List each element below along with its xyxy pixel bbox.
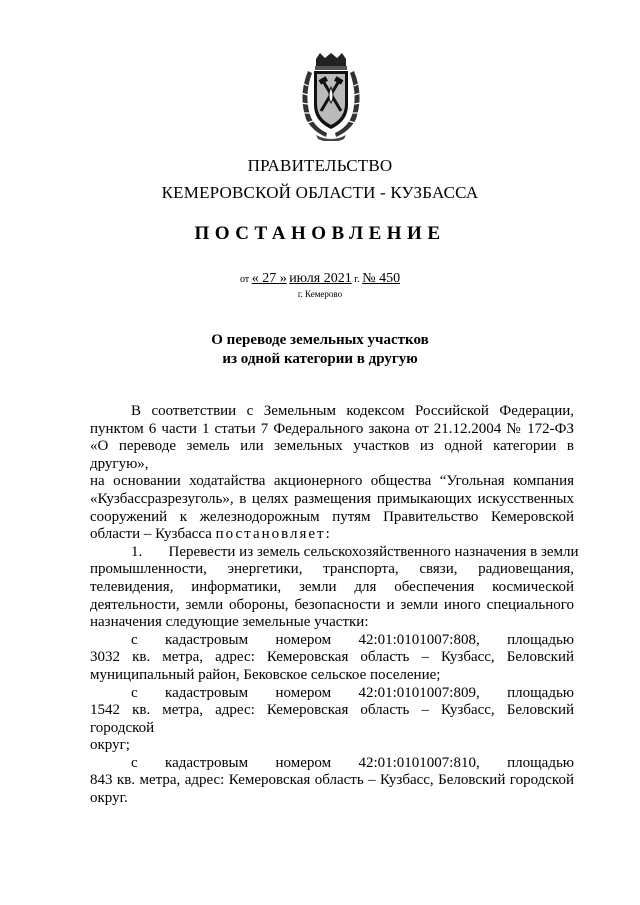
body-line: назначения следующие земельные участки: <box>90 614 369 631</box>
subject-line2: из одной категории в другую <box>222 351 418 367</box>
body-line: 1542 кв. метра, адрес: Кемеровская область – Кузбасс, Беловский городской <box>90 702 574 736</box>
date-month-year: июля 2021 <box>289 271 352 286</box>
body-line: округ. <box>90 790 128 807</box>
body-line: области – Кузбасса постановляет: <box>90 526 332 543</box>
body-line: телевидения, информатики, земли для обеспечения космической <box>90 578 574 595</box>
body-line: 3032 кв. метра, адрес: Кемеровская область – Кузбасс, Беловский <box>90 649 574 666</box>
coat-of-arms-icon <box>296 53 366 141</box>
document-body <box>90 403 579 808</box>
body-line: муниципальный район, Бековское сельское поселение; <box>90 666 441 683</box>
body-line: «О переводе земель или земельных участков из одной категории в другую», <box>90 438 574 472</box>
date-year-suffix: г. <box>354 274 360 285</box>
body-line: с кадастровым номером 42:01:0101007:809, площадью <box>131 684 574 701</box>
date-prefix: от <box>239 274 250 285</box>
subject-line1: О переводе земельных участков <box>211 332 429 348</box>
body-line: с кадастровым номером 42:01:0101007:808, площадью <box>131 631 574 648</box>
document-city: г. Кемерово <box>297 289 343 299</box>
org-title-line1: ПРАВИТЕЛЬСТВО <box>247 156 393 175</box>
document-number: № 450 <box>362 271 401 286</box>
document-type-title: ПОСТАНОВЛЕНИЕ <box>194 223 446 244</box>
body-line: В соответствии с Земельным кодексом Российской Федерации, <box>131 403 574 419</box>
body-line: на основании ходатайства акционерного общества “Угольная компания <box>90 473 574 490</box>
body-line: 1. Перевести из земель сельскохозяйственного назначения в земли <box>131 543 579 560</box>
document-date-line <box>0 271 640 287</box>
document-subject <box>0 331 640 369</box>
org-title-line2: КЕМЕРОВСКОЙ ОБЛАСТИ - КУЗБАССА <box>161 183 479 202</box>
body-line: пунктом 6 части 1 статьи 7 Федерального закона от 21.12.2004 № 172-ФЗ <box>90 420 574 437</box>
body-line: округ; <box>90 737 130 754</box>
body-line: промышленности, энергетики, транспорта, связи, радиовещания, <box>90 561 574 578</box>
body-line: деятельности, земли обороны, безопасности и земли иного специального <box>90 596 574 613</box>
body-line: «Кузбассразрезуголь», в целях размещения примыкающих искусственных <box>90 490 574 507</box>
resolution-word: постановляет: <box>215 526 332 543</box>
date-day: « 27 » <box>251 271 287 286</box>
body-line: сооружений к железнодорожным путям Правительство Кемеровской <box>90 508 574 525</box>
body-line: с кадастровым номером 42:01:0101007:810, площадью <box>131 754 574 771</box>
body-line: 843 кв. метра, адрес: Кемеровская область – Кузбасс, Беловский городской <box>90 772 574 789</box>
